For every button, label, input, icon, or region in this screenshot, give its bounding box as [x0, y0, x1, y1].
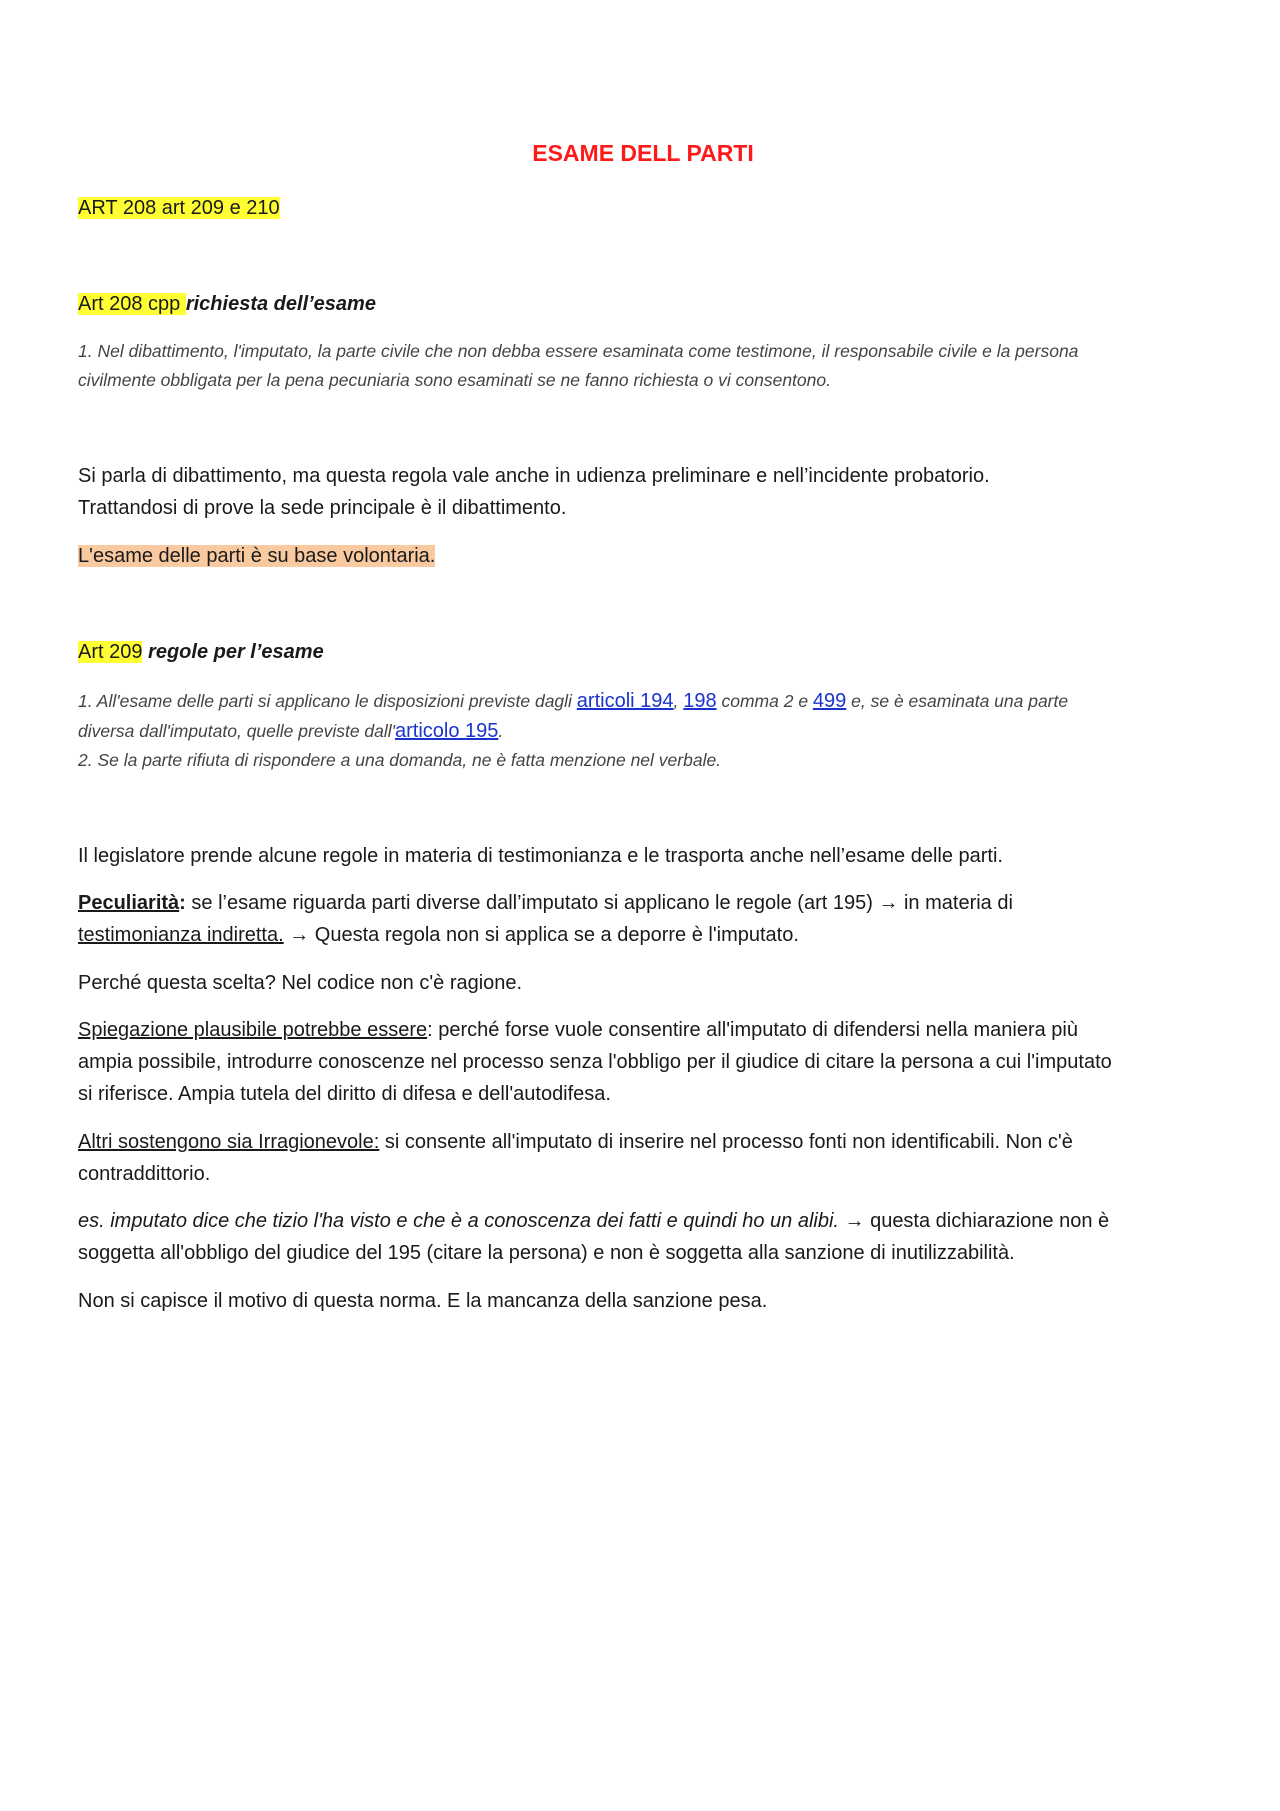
art208-title: richiesta dell’esame: [185, 293, 376, 315]
esempio-text: → questa dichiarazione non è: [838, 1210, 1110, 1232]
articles-line: [78, 192, 280, 224]
art209-q1-comma: ,: [673, 691, 684, 711]
testimonianza-label: testimonianza indiretta.: [78, 924, 284, 946]
art209-heading: [78, 636, 324, 668]
peculiarita-label: Peculiarità: [78, 892, 180, 914]
articles-highlight: ART 208 art 209 e 210: [78, 197, 280, 219]
para-dibattimento-line-1: Si parla di dibattimento, ma questa regola vale anche in udienza preliminare e nell’incidente probatorio.: [78, 465, 990, 487]
para-esempio-line-1: [78, 1205, 1109, 1237]
para-finale: Non si capisce il motivo di questa norma. E la mancanza della sanzione pesa.: [78, 1290, 768, 1312]
volontaria-line: [78, 540, 435, 572]
para-altri-line-2: contraddittorio.: [78, 1163, 211, 1185]
link-198[interactable]: 198: [683, 690, 717, 712]
art208-heading: [78, 288, 376, 320]
volontaria-highlight: L'esame delle parti è su base volontaria.: [78, 545, 436, 567]
para-legislatore: Il legislatore prende alcune regole in materia di testimonianza e le trasporta anche nell’esame delle parti.: [78, 845, 1003, 867]
para-altri-line-1: [78, 1126, 1073, 1158]
link-articoli-194[interactable]: articoli 194: [576, 690, 674, 712]
para-peculiarita-line-2: [78, 919, 799, 951]
art209-quote-line-1: [78, 686, 1068, 716]
spiegazione-label: Spiegazione plausibile potrebbe essere: [78, 1019, 428, 1041]
art209-q1-a: 1. All'esame delle parti si applicano le disposizioni previste dagli: [78, 691, 577, 711]
spiegazione-text: : perché forse vuole consentire all'imputato di difendersi nella maniera più: [427, 1019, 1078, 1041]
page-title: ESAME DELL PARTI: [532, 140, 754, 166]
peculiarita-text: se l’esame riguarda parti diverse dall’imputato si applicano le regole (art 195) → in materia di: [185, 892, 1013, 914]
link-499[interactable]: 499: [812, 690, 847, 712]
art208-label: Art 208 cpp: [78, 293, 186, 315]
art209-label: Art 209: [78, 641, 143, 663]
art209-q1-d: diversa dall'imputato, quelle previste dall': [78, 721, 395, 741]
art209-q1-b: comma 2 e: [716, 691, 813, 711]
art208-quote-line-2: civilmente obbligata per la pena pecuniaria sono esaminati se ne fanno richiesta o vi consentono.: [78, 370, 831, 390]
para-peculiarita-line-1: [78, 887, 1013, 919]
para-spiegazione-line-1: [78, 1014, 1078, 1046]
art208-quote-line-1: 1. Nel dibattimento, l'imputato, la parte civile che non debba essere esaminata come testimone, il responsabile civile e la persona: [78, 341, 1079, 361]
art209-quote-line-2: [78, 716, 503, 746]
altri-text: si consente all'imputato di inserire nel processo fonti non identificabili. Non c'è: [379, 1131, 1073, 1153]
altri-label: Altri sostengono sia Irragionevole:: [78, 1131, 380, 1153]
art209-q1-e: .: [498, 721, 504, 741]
para-spiegazione-line-2: ampia possibile, introdurre conoscenze nel processo senza l'obbligo per il giudice di citare la persona a cui l'imputato: [78, 1051, 1112, 1073]
para-esempio-line-2: soggetta all'obbligo del giudice del 195 (citare la persona) e non è soggetta alla sanzione di inutilizzabilità.: [78, 1242, 1015, 1264]
para-perche: Perché questa scelta? Nel codice non c'è ragione.: [78, 972, 523, 994]
art209-q1-c: e, se è esaminata una parte: [846, 691, 1069, 711]
art209-title: regole per l’esame: [142, 641, 324, 663]
art209-quote-line-3: 2. Se la parte rifiuta di rispondere a una domanda, ne è fatta menzione nel verbale.: [78, 750, 722, 770]
para-dibattimento-line-2: Trattandosi di prove la sede principale è il dibattimento.: [78, 497, 567, 519]
testimonianza-text: → Questa regola non si applica se a deporre è l'imputato.: [283, 924, 799, 946]
link-articolo-195[interactable]: articolo 195: [395, 720, 499, 742]
esempio-italic: es. imputato dice che tizio l'ha visto e che è a conoscenza dei fatti e quindi ho un alibi.: [78, 1210, 839, 1232]
para-spiegazione-line-3: si riferisce. Ampia tutela del diritto di difesa e dell'autodifesa.: [78, 1083, 611, 1105]
peculiarita-colon: :: [179, 892, 186, 914]
